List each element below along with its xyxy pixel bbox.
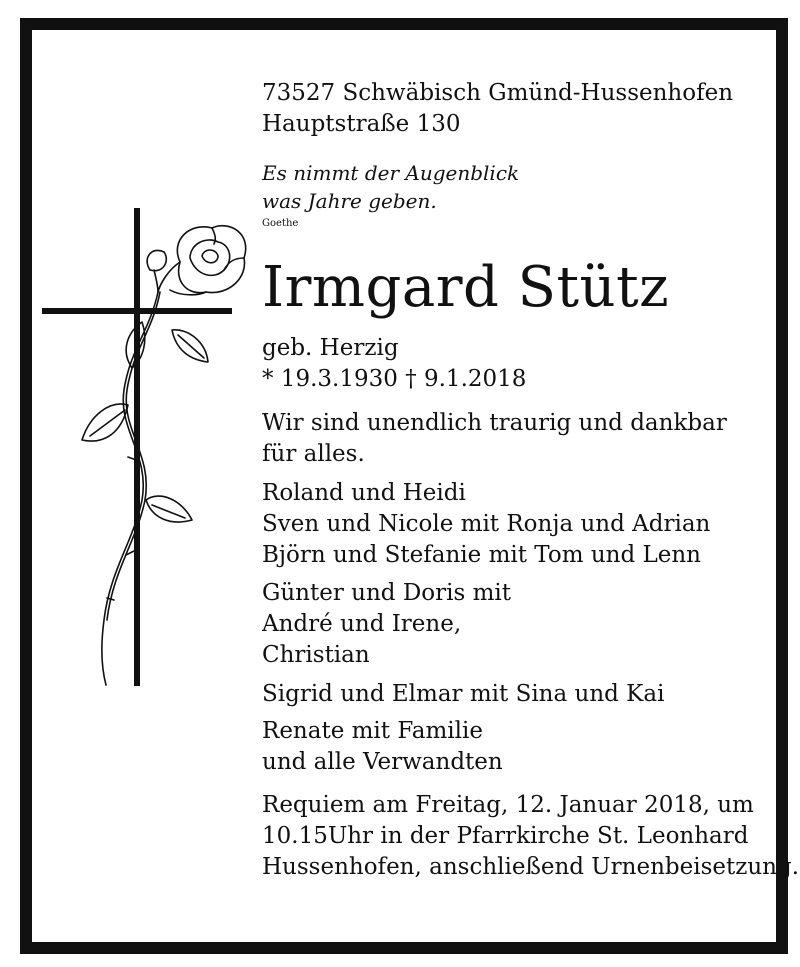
quote-author: Goethe: [262, 218, 299, 229]
family-line: Christian: [262, 642, 370, 668]
service-line: Requiem am Freitag, 12. Januar 2018, um: [262, 792, 754, 818]
family-line: Renate mit Familie: [262, 718, 483, 744]
cross-icon: [42, 208, 232, 686]
address-line-1: 73527 Schwäbisch Gmünd-Hussenhofen: [262, 80, 734, 106]
message-line: Wir sind unendlich traurig und dankbar: [262, 410, 727, 436]
cross-with-rose: [30, 200, 250, 700]
quote-line-1: Es nimmt der Augenblick: [262, 161, 520, 185]
life-dates: * 19.3.1930 † 9.1.2018: [262, 366, 527, 392]
family-line: und alle Verwandten: [262, 749, 503, 775]
service-line: Hussenhofen, anschließend Urnenbeisetzung.: [262, 854, 800, 880]
maiden-name: geb. Herzig: [262, 335, 399, 361]
family-line: Günter und Doris mit: [262, 580, 511, 606]
rose-icon: [82, 226, 246, 685]
family-line: Sigrid und Elmar mit Sina und Kai: [262, 681, 665, 707]
address-line-2: Hauptstraße 130: [262, 111, 461, 137]
deceased-name: Irmgard Stütz: [262, 255, 670, 320]
family-line: André und Irene,: [262, 611, 462, 637]
service-line: 10.15Uhr in der Pfarrkirche St. Leonhard: [262, 823, 749, 849]
family-line: Roland und Heidi: [262, 480, 466, 506]
family-line: Sven und Nicole mit Ronja und Adrian: [262, 511, 711, 537]
quote-line-2: was Jahre geben.: [262, 189, 437, 213]
family-line: Björn und Stefanie mit Tom und Lenn: [262, 542, 701, 568]
message-line: für alles.: [262, 441, 365, 467]
